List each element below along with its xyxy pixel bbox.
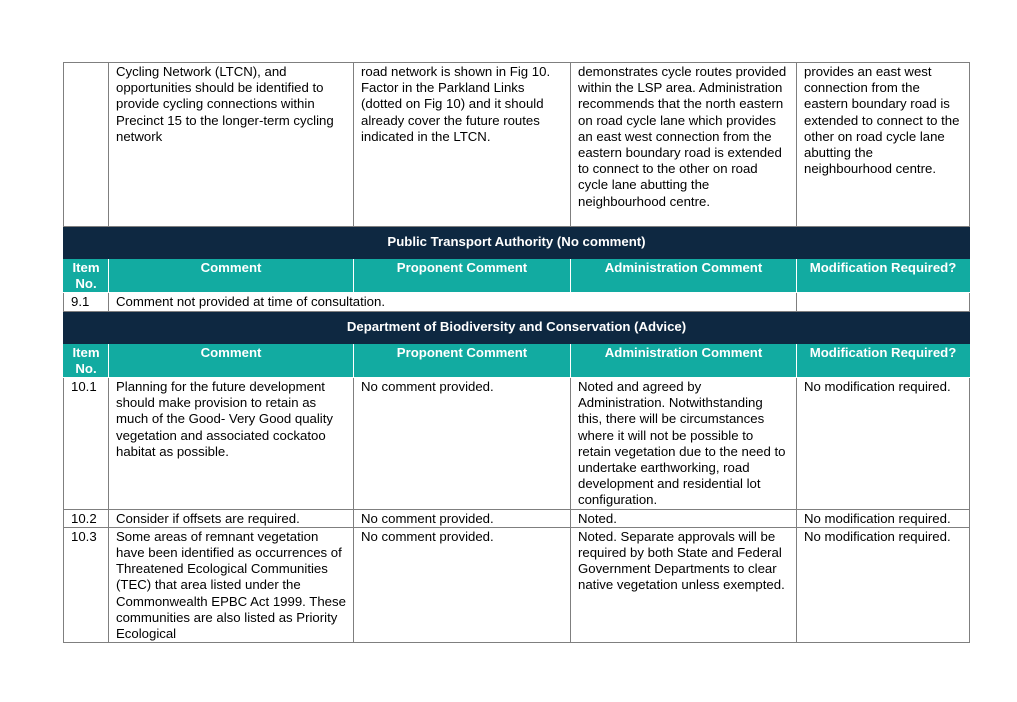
section-title: Department of Biodiversity and Conservation (Advice) (64, 311, 970, 343)
col-header-proponent: Proponent Comment (354, 343, 571, 377)
col-header-modification: Modification Required? (797, 343, 970, 377)
modification-cell: No modification required. (797, 527, 970, 642)
comment-cell: Cycling Network (LTCN), and opportunities should be identified to provide cycling connections within Precinct 15 to the longer-term cycling network (109, 63, 354, 227)
section-header-row (64, 311, 970, 343)
section-header-row (64, 227, 970, 259)
col-header-administration: Administration Comment (571, 343, 797, 377)
col-header-comment: Comment (109, 343, 354, 377)
administration-comment-cell: Noted and agreed by Administration. Notwithstanding this, there will be circumstances where it will not be possible to retain vegetation due to the need to undertake earthworking, road development and residential lot configuration. (571, 378, 797, 510)
administration-comment-cell: Noted. (571, 509, 797, 527)
proponent-comment-cell: No comment provided. (354, 378, 571, 510)
proponent-comment-cell: road network is shown in Fig 10. Factor in the Parkland Links (dotted on Fig 10) and it should already cover the future routes indicated in the LTCN. (354, 63, 571, 227)
modification-cell: provides an east west connection from the eastern boundary road is extended to connect to the other on road cycle lane abutting the neighbourhood centre. (797, 63, 970, 227)
modification-cell (797, 293, 970, 311)
proponent-comment-cell: No comment provided. (354, 527, 571, 642)
consultation-table (63, 62, 970, 643)
administration-comment-cell: Noted. Separate approvals will be required by both State and Federal Government Departments to clear native vegetation unless exempted. (571, 527, 797, 642)
item-number (64, 63, 109, 227)
modification-cell: No modification required. (797, 509, 970, 527)
col-header-modification: Modification Required? (797, 259, 970, 293)
comment-cell: Planning for the future development should make provision to retain as much of the Good- Very Good quality vegetation and associated cockatoo habitat as possible. (109, 378, 354, 510)
col-header-item-no: Item No. (64, 343, 109, 377)
column-header-row (64, 343, 970, 377)
col-header-comment: Comment (109, 259, 354, 293)
table-row (64, 63, 970, 227)
col-header-proponent: Proponent Comment (354, 259, 571, 293)
table-row (64, 378, 970, 510)
modification-cell: No modification required. (797, 378, 970, 510)
comment-cell: Consider if offsets are required. (109, 509, 354, 527)
table-row (64, 509, 970, 527)
column-header-row (64, 259, 970, 293)
table-row (64, 527, 970, 642)
col-header-item-no: Item No. (64, 259, 109, 293)
section-title: Public Transport Authority (No comment) (64, 227, 970, 259)
table-row (64, 293, 970, 311)
item-number: 9.1 (64, 293, 109, 311)
administration-comment-cell: demonstrates cycle routes provided within the LSP area. Administration recommends that the north eastern on road cycle lane which provides an east west connection from the eastern boundary road is extended to connect to the other on road cycle lane abutting the neighbourhood centre. (571, 63, 797, 227)
item-number: 10.2 (64, 509, 109, 527)
comment-cell: Some areas of remnant vegetation have been identified as occurrences of Threatened Ecological Communities (TEC) that area listed under the Commonwealth EPBC Act 1999. These communities are also listed as Priority Ecological (109, 527, 354, 642)
comment-cell: Comment not provided at time of consultation. (109, 293, 797, 311)
item-number: 10.1 (64, 378, 109, 510)
item-number: 10.3 (64, 527, 109, 642)
proponent-comment-cell: No comment provided. (354, 509, 571, 527)
col-header-administration: Administration Comment (571, 259, 797, 293)
